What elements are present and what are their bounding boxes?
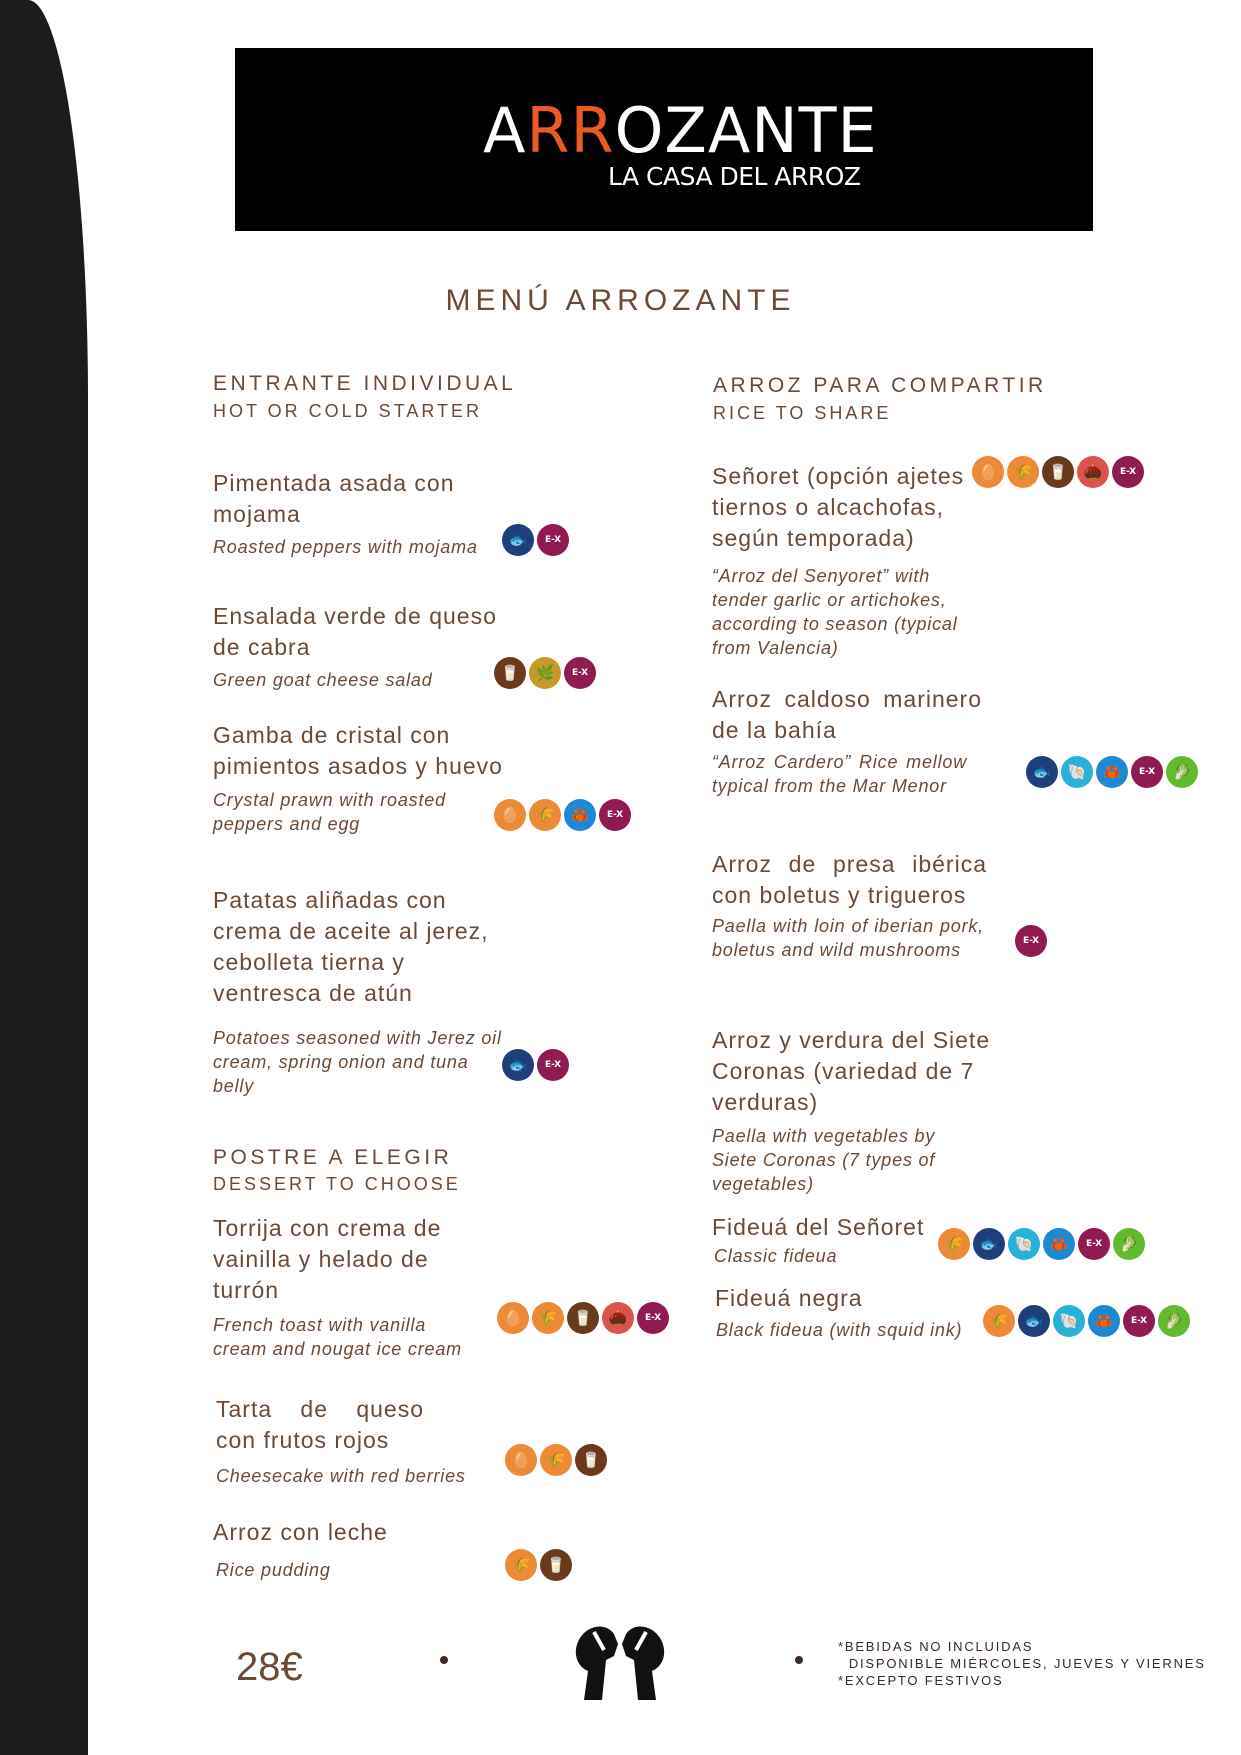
desserts-title: POSTRE A ELEGIR — [213, 1146, 453, 1169]
footer-note: *BEBIDAS NO INCLUIDAS DISPONIBLE MIÉRCOLES, JUEVES Y VIERNES *EXCEPTO FESTIVOS — [838, 1639, 1206, 1688]
fish-icon: 🐟 — [1026, 756, 1058, 788]
gluten-icon: 🌾 — [983, 1305, 1015, 1337]
allergen-icons — [1015, 925, 1047, 957]
nuts-icon: 🌰 — [602, 1302, 634, 1334]
milk-icon: 🥛 — [494, 657, 526, 689]
brand-logo: ARROZANTE — [483, 94, 878, 167]
menu-price: 28€ — [236, 1645, 303, 1689]
dish-desc: Green goat cheese salad — [213, 670, 433, 690]
allergen-icons — [502, 1049, 569, 1081]
fish-icon: 🐟 — [502, 1049, 534, 1081]
dish-name: Fideuá del Señoret — [712, 1214, 925, 1240]
dish-name: Torrija con crema de vainilla y helado de turrón — [213, 1215, 442, 1303]
dish-name: Señoret (opción ajetes tiernos o alcachofas, según temporada) — [712, 463, 965, 551]
logo-mascot-icon — [566, 1616, 674, 1700]
sulphites-icon: E-X — [637, 1302, 669, 1334]
sulphites-icon: E-X — [1131, 756, 1163, 788]
allergen-icons — [505, 1549, 572, 1581]
brand-tagline: LA CASA DEL ARROZ — [608, 162, 861, 191]
milk-icon: 🥛 — [567, 1302, 599, 1334]
dish-desc: Crystal prawn with roasted peppers and egg — [213, 790, 446, 834]
crustacean-icon: 🦀 — [1096, 756, 1128, 788]
dish-desc: Potatoes seasoned with Jerez oil cream, spring onion and tuna belly — [213, 1028, 502, 1096]
egg-icon: 🥚 — [497, 1302, 529, 1334]
dish-desc: Black fideua (with squid ink) — [716, 1320, 963, 1340]
starters-subtitle: HOT OR COLD STARTER — [213, 401, 483, 421]
gluten-icon: 🌾 — [505, 1549, 537, 1581]
gluten-icon: 🌾 — [529, 799, 561, 831]
dish-name: Tarta de queso con frutos rojos — [216, 1396, 424, 1453]
dish-desc: “Arroz del Senyoret” with tender garlic or artichokes, according to season (typical from Valencia) — [712, 566, 958, 658]
celery-icon: 🥬 — [1158, 1305, 1190, 1337]
sulphites-icon: E-X — [1123, 1305, 1155, 1337]
crustacean-icon: 🦀 — [1088, 1305, 1120, 1337]
celery-icon: 🥬 — [1113, 1228, 1145, 1260]
allergen-icons — [1026, 756, 1198, 788]
separator-dot — [440, 1656, 448, 1664]
fish-icon: 🐟 — [973, 1228, 1005, 1260]
rice-subtitle: RICE TO SHARE — [713, 403, 892, 423]
crustacean-icon: 🦀 — [1043, 1228, 1075, 1260]
dish-name: Arroz de presa ibérica con boletus y trigueros — [712, 851, 987, 908]
sulphites-icon: E-X — [599, 799, 631, 831]
fish-icon: 🐟 — [1018, 1305, 1050, 1337]
dish-name: Fideuá negra — [715, 1285, 863, 1311]
sulphites-icon: E-X — [537, 524, 569, 556]
allergen-icons — [983, 1305, 1190, 1337]
nuts-icon: 🌰 — [1077, 456, 1109, 488]
rice-title: ARROZ PARA COMPARTIR — [713, 374, 1047, 397]
dish-desc: Rice pudding — [216, 1560, 331, 1580]
menu-title: MENÚ ARROZANTE — [445, 284, 796, 317]
dish-desc: Cheesecake with red berries — [216, 1466, 466, 1486]
dish-desc: Classic fideua — [714, 1246, 838, 1266]
dish-desc: Roasted peppers with mojama — [213, 537, 478, 557]
crustacean-icon: 🦀 — [564, 799, 596, 831]
fish-icon: 🐟 — [502, 524, 534, 556]
dish-name: Arroz y verdura del Siete Coronas (variedad de 7 verduras) — [712, 1027, 991, 1115]
allergen-icons — [505, 1444, 607, 1476]
molluscs-icon: 🐚 — [1008, 1228, 1040, 1260]
egg-icon: 🥚 — [972, 456, 1004, 488]
sulphites-icon: E-X — [1112, 456, 1144, 488]
dish-desc: French toast with vanilla cream and nougat ice cream — [213, 1315, 462, 1359]
egg-icon: 🥚 — [494, 799, 526, 831]
dish-name: Patatas aliñadas con crema de aceite al jerez, cebolleta tierna y ventresca de atún — [213, 887, 489, 1006]
dish-desc: Paella with vegetables by Siete Coronas (7 types of vegetables) — [712, 1126, 936, 1194]
side-bar — [0, 0, 88, 1755]
starters-title: ENTRANTE INDIVIDUAL — [213, 372, 517, 395]
gluten-icon: 🌾 — [540, 1444, 572, 1476]
allergen-icons — [502, 524, 569, 556]
milk-icon: 🥛 — [540, 1549, 572, 1581]
molluscs-icon: 🐚 — [1053, 1305, 1085, 1337]
allergen-icons — [938, 1228, 1145, 1260]
allergen-icons — [494, 657, 596, 689]
gluten-icon: 🌾 — [938, 1228, 970, 1260]
milk-icon: 🥛 — [1042, 456, 1074, 488]
dish-desc: Paella with loin of iberian pork, boletus and wild mushrooms — [712, 916, 984, 960]
molluscs-icon: 🐚 — [1061, 756, 1093, 788]
egg-icon: 🥚 — [505, 1444, 537, 1476]
dish-name: Arroz con leche — [213, 1519, 388, 1545]
sulphites-icon: E-X — [1078, 1228, 1110, 1260]
mustard-icon: 🌿 — [529, 657, 561, 689]
dish-desc: “Arroz Cardero” Rice mellow typical from the Mar Menor — [712, 752, 967, 796]
allergen-icons — [497, 1302, 669, 1334]
separator-dot — [795, 1656, 803, 1664]
gluten-icon: 🌾 — [532, 1302, 564, 1334]
dish-name: Ensalada verde de queso de cabra — [213, 603, 497, 660]
sulphites-icon: E-X — [564, 657, 596, 689]
desserts-subtitle: DESSERT TO CHOOSE — [213, 1174, 461, 1194]
dish-name: Gamba de cristal con pimientos asados y huevo — [213, 722, 503, 779]
dish-name: Pimentada asada con mojama — [213, 470, 455, 527]
milk-icon: 🥛 — [575, 1444, 607, 1476]
gluten-icon: 🌾 — [1007, 456, 1039, 488]
celery-icon: 🥬 — [1166, 756, 1198, 788]
header-banner — [235, 48, 1093, 231]
allergen-icons — [972, 456, 1144, 488]
allergen-icons — [494, 799, 631, 831]
sulphites-icon: E-X — [537, 1049, 569, 1081]
dish-name: Arroz caldoso marinero de la bahía — [712, 686, 982, 743]
sulphites-icon: E-X — [1015, 925, 1047, 957]
